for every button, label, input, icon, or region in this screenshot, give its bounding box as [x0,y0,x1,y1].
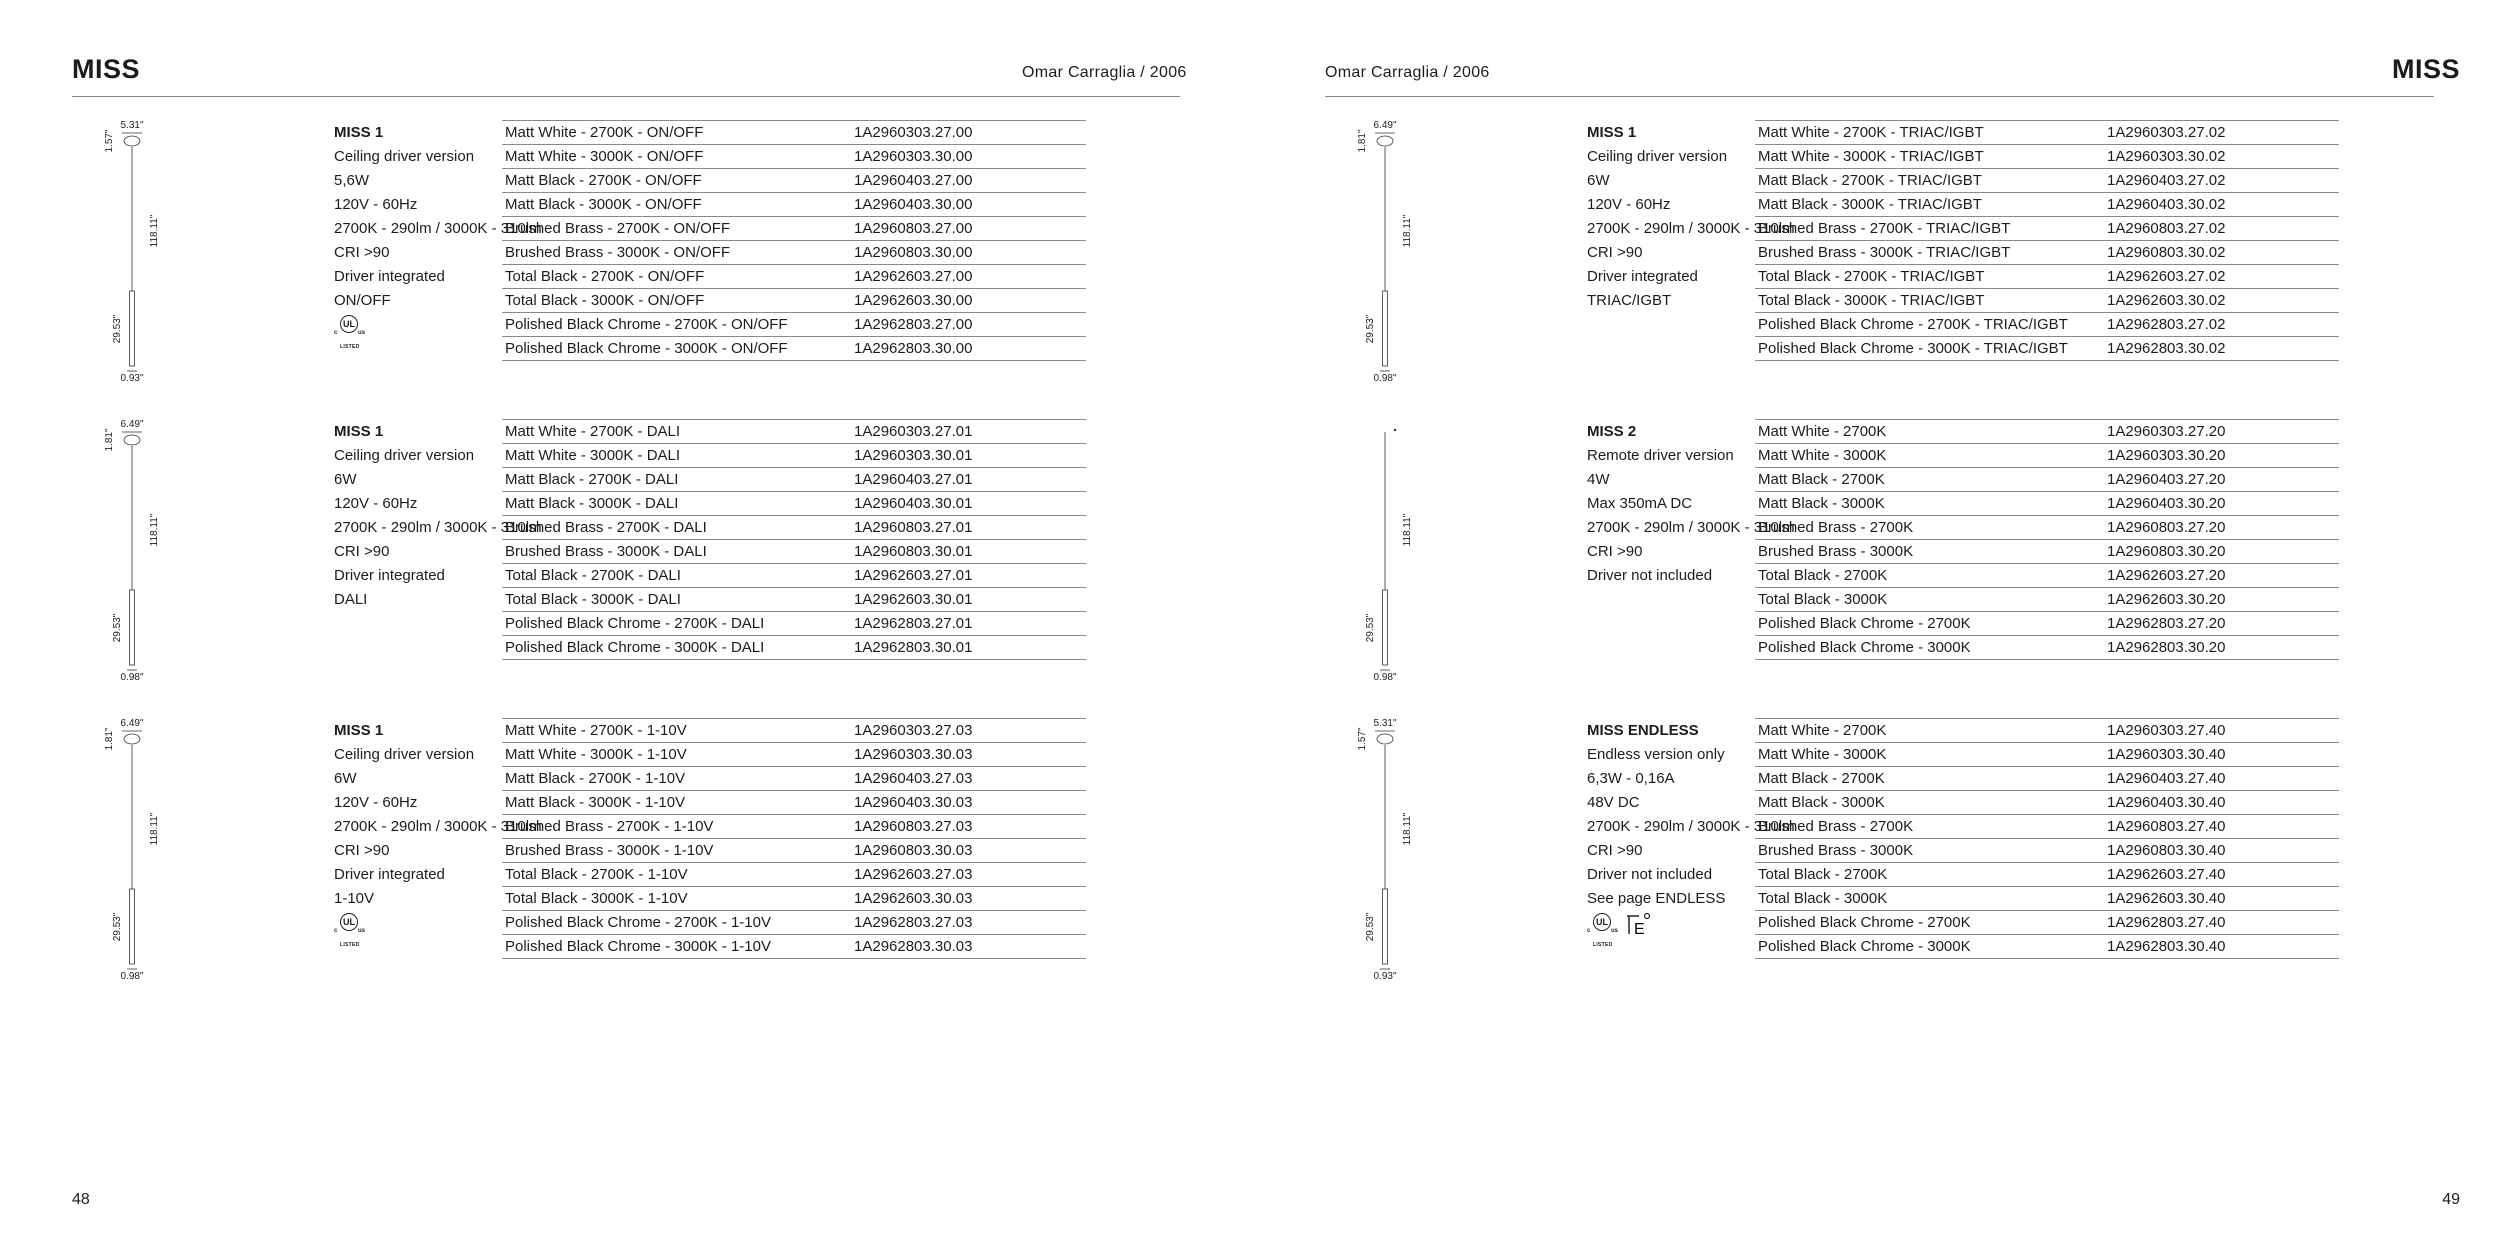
finish-description: Brushed Brass - 2700K [1755,516,2104,540]
spec-line: 6,3W - 0,16A [1587,770,1675,787]
article-code: 1A2960803.27.02 [2104,217,2339,241]
finish-description: Brushed Brass - 3000K - TRIAC/IGBT [1755,241,2104,265]
cable-length-label: 118.11" [1402,513,1413,547]
article-code: 1A2960403.27.02 [2104,169,2339,193]
article-code: 1A2962803.30.01 [851,636,1086,660]
spec-line: 2700K - 290lm / 3000K - 310lm [1587,220,1795,237]
light-body-shape [130,590,135,665]
bottom-width-label: 0.93" [1373,971,1397,979]
finish-description: Matt White - 2700K - TRIAC/IGBT [1755,121,2104,145]
product-codes-table [1755,419,2339,660]
spec-line: 1-10V [334,890,375,907]
article-code: 1A2962803.27.01 [851,612,1086,636]
luminaire-drawing [1325,410,1445,680]
table-row [1755,217,2339,241]
article-code: 1A2960303.30.03 [851,743,1086,767]
table-row [1755,265,2339,289]
finish-description: Matt White - 3000K - ON/OFF [502,145,851,169]
article-code: 1A2962803.27.02 [2104,313,2339,337]
spec-line: 120V - 60Hz [334,495,418,512]
finish-description: Matt Black - 2700K - TRIAC/IGBT [1755,169,2104,193]
body-length-label: 29.53" [112,314,123,344]
article-code: 1A2960803.27.03 [851,815,1086,839]
finish-description: Polished Black Chrome - 3000K - DALI [502,636,851,660]
finish-description: Polished Black Chrome - 2700K - TRIAC/IGBT [1755,313,2104,337]
table-row [502,468,1086,492]
spec-line: Driver integrated [334,866,445,883]
product-codes-table [1755,120,2339,361]
product-block [72,121,1252,381]
spec-line: 4W [1587,471,1610,488]
spec-line: 2700K - 290lm / 3000K - 310lm [334,220,542,237]
finish-description: Matt Black - 3000K [1755,492,2104,516]
canopy-shape [124,136,140,146]
bottom-width-label: 0.98" [120,971,144,979]
finish-description: Matt Black - 2700K - 1-10V [502,767,851,791]
finish-description: Polished Black Chrome - 3000K - TRIAC/IGBT [1755,337,2104,361]
finish-description: Total Black - 2700K [1755,564,2104,588]
svg-text:E: E [1634,921,1645,938]
luminaire-drawing [72,111,192,381]
table-row [502,492,1086,516]
spec-line: 120V - 60Hz [334,794,418,811]
article-code: 1A2962603.30.20 [2104,588,2339,612]
brand-title: MISS [2391,54,2460,84]
finish-description: Total Black - 2700K - ON/OFF [502,265,851,289]
table-row [1755,863,2339,887]
table-row [502,145,1086,169]
finish-description: Matt Black - 2700K - DALI [502,468,851,492]
finish-description: Polished Black Chrome - 3000K [1755,935,2104,959]
article-code: 1A2960403.27.00 [851,169,1086,193]
spec-line: 2700K - 290lm / 3000K - 310lm [1587,519,1795,536]
spec-line: Driver not included [1587,567,1713,584]
product-name: MISS 2 [1587,423,1637,440]
spec-line: 48V DC [1587,794,1640,811]
table-row [1755,193,2339,217]
spec-line: 120V - 60Hz [334,196,418,213]
finish-description: Polished Black Chrome - 3000K - 1-10V [502,935,851,959]
table-row [502,767,1086,791]
finish-description: Brushed Brass - 3000K - ON/OFF [502,241,851,265]
table-row [502,313,1086,337]
table-row [502,815,1086,839]
finish-description: Total Black - 3000K - 1-10V [502,887,851,911]
finish-description: Matt White - 2700K - DALI [502,420,851,444]
right-page [1250,0,2500,1250]
product-name: MISS 1 [334,124,384,141]
body-length-label: 29.53" [1365,314,1376,344]
brand-title: MISS [72,54,141,84]
finish-description: Brushed Brass - 2700K - ON/OFF [502,217,851,241]
spec-line: CRI >90 [1587,543,1643,560]
spec-line: Ceiling driver version [334,746,475,763]
article-code: 1A2962603.27.03 [851,863,1086,887]
article-code: 1A2962803.30.00 [851,337,1086,361]
finish-description: Brushed Brass - 2700K [1755,815,2104,839]
article-code: 1A2960803.30.01 [851,540,1086,564]
article-code: 1A2960403.27.01 [851,468,1086,492]
ie-icon [1625,912,1651,938]
canopy-height-label: 1.57" [104,129,115,153]
table-row [1755,564,2339,588]
article-code: 1A2962603.30.03 [851,887,1086,911]
table-row [1755,145,2339,169]
finish-description: Brushed Brass - 3000K - DALI [502,540,851,564]
light-body-shape [130,291,135,366]
article-code: 1A2960303.30.00 [851,145,1086,169]
finish-description: Polished Black Chrome - 3000K [1755,636,2104,660]
table-row [502,516,1086,540]
ul-listed-icon: c UL us LISTED [334,913,364,937]
finish-description: Total Black - 3000K [1755,887,2104,911]
spec-line: Remote driver version [1587,447,1734,464]
article-code: 1A2960803.30.03 [851,839,1086,863]
product-codes-table [502,718,1086,959]
spec-line: 6W [1587,172,1610,189]
finish-description: Matt Black - 3000K - DALI [502,492,851,516]
finish-description: Total Black - 3000K - DALI [502,588,851,612]
article-code: 1A2960303.27.03 [851,719,1086,743]
article-code: 1A2960303.30.20 [2104,444,2339,468]
spec-line: Driver integrated [1587,268,1698,285]
article-code: 1A2960403.27.40 [2104,767,2339,791]
table-row [502,289,1086,313]
article-code: 1A2960303.27.01 [851,420,1086,444]
bottom-width-label: 0.98" [1373,373,1397,381]
article-code: 1A2960803.30.00 [851,241,1086,265]
table-row [1755,636,2339,660]
cable-length-label: 118.11" [1402,214,1413,248]
product-name: MISS 1 [334,722,384,739]
spec-line: Ceiling driver version [1587,148,1728,165]
spec-line: CRI >90 [334,543,390,560]
canopy-shape [1377,136,1393,146]
product-block [72,420,1252,680]
table-row [1755,743,2339,767]
finish-description: Matt White - 2700K [1755,420,2104,444]
article-code: 1A2960803.30.40 [2104,839,2339,863]
product-name: MISS 1 [334,423,384,440]
table-row [1755,767,2339,791]
spec-line: See page ENDLESS [1587,890,1726,907]
canopy-shape [1377,734,1393,744]
article-code: 1A2960403.30.40 [2104,791,2339,815]
article-code: 1A2962603.27.00 [851,265,1086,289]
cable-anchor-dot [1394,429,1396,431]
table-row [1755,289,2339,313]
finish-description: Polished Black Chrome - 2700K - 1-10V [502,911,851,935]
product-name: MISS 1 [1587,124,1637,141]
table-row [502,169,1086,193]
table-row [1755,719,2339,743]
top-width-label: 6.49" [120,419,144,430]
article-code: 1A2960403.30.03 [851,791,1086,815]
article-code: 1A2962603.27.02 [2104,265,2339,289]
product-codes-table [502,120,1086,361]
finish-description: Brushed Brass - 2700K - 1-10V [502,815,851,839]
body-length-label: 29.53" [1365,912,1376,942]
finish-description: Polished Black Chrome - 2700K - DALI [502,612,851,636]
finish-description: Matt White - 2700K - 1-10V [502,719,851,743]
product-block [72,719,1252,979]
luminaire-drawing [72,709,192,979]
finish-description: Matt Black - 2700K - ON/OFF [502,169,851,193]
finish-description: Matt Black - 2700K [1755,767,2104,791]
article-code: 1A2960403.27.20 [2104,468,2339,492]
ul-listed-icon: c UL us LISTED [1587,913,1617,937]
finish-description: Matt White - 3000K [1755,444,2104,468]
finish-description: Brushed Brass - 2700K - DALI [502,516,851,540]
spec-line: CRI >90 [334,842,390,859]
finish-description: Matt Black - 3000K - ON/OFF [502,193,851,217]
finish-description: Brushed Brass - 3000K [1755,540,2104,564]
cable-length-label: 118.11" [149,812,160,846]
table-row [1755,516,2339,540]
finish-description: Polished Black Chrome - 2700K - ON/OFF [502,313,851,337]
canopy-height-label: 1.81" [104,727,115,751]
luminaire-drawing [1325,111,1445,381]
table-row [502,241,1086,265]
finish-description: Matt White - 3000K [1755,743,2104,767]
spec-line: Max 350mA DC [1587,495,1693,512]
article-code: 1A2960303.30.02 [2104,145,2339,169]
body-length-label: 29.53" [112,912,123,942]
article-code: 1A2960403.30.01 [851,492,1086,516]
finish-description: Matt White - 2700K [1755,719,2104,743]
table-row [1755,468,2339,492]
finish-description: Matt White - 3000K - TRIAC/IGBT [1755,145,2104,169]
article-code: 1A2960803.30.02 [2104,241,2339,265]
table-row [1755,588,2339,612]
article-code: 1A2960403.27.03 [851,767,1086,791]
article-code: 1A2960803.27.01 [851,516,1086,540]
header-divider [1325,96,2434,97]
spec-line: 6W [334,471,357,488]
article-code: 1A2962603.27.40 [2104,863,2339,887]
article-code: 1A2962803.30.20 [2104,636,2339,660]
finish-description: Matt White - 2700K - ON/OFF [502,121,851,145]
canopy-shape [124,734,140,744]
finish-description: Matt Black - 3000K - 1-10V [502,791,851,815]
light-body-shape [1383,291,1388,366]
spec-line: Ceiling driver version [334,447,475,464]
spec-line: DALI [334,591,368,608]
finish-description: Matt White - 3000K - 1-10V [502,743,851,767]
canopy-height-label: 1.57" [1357,727,1368,751]
table-row [1755,313,2339,337]
spec-line: TRIAC/IGBT [1587,292,1672,309]
spec-line: 2700K - 290lm / 3000K - 310lm [1587,818,1795,835]
bottom-width-label: 0.98" [1373,672,1397,680]
finish-description: Brushed Brass - 2700K - TRIAC/IGBT [1755,217,2104,241]
table-row [502,217,1086,241]
table-row [1755,121,2339,145]
canopy-shape [124,435,140,445]
article-code: 1A2960303.27.20 [2104,420,2339,444]
finish-description: Matt Black - 3000K - TRIAC/IGBT [1755,193,2104,217]
spec-line: 5,6W [334,172,370,189]
luminaire-drawing [72,410,192,680]
article-code: 1A2960303.30.01 [851,444,1086,468]
table-row [502,193,1086,217]
table-row [502,121,1086,145]
finish-description: Total Black - 2700K - 1-10V [502,863,851,887]
table-row [502,420,1086,444]
finish-description: Matt Black - 3000K [1755,791,2104,815]
finish-description: Polished Black Chrome - 2700K [1755,612,2104,636]
header-divider [72,96,1180,97]
table-row [502,612,1086,636]
finish-description: Total Black - 2700K - TRIAC/IGBT [1755,265,2104,289]
table-row [1755,169,2339,193]
top-width-label: 5.31" [1373,718,1397,729]
finish-description: Brushed Brass - 3000K [1755,839,2104,863]
table-row [1755,540,2339,564]
spec-line: Driver integrated [334,567,445,584]
article-code: 1A2962603.27.20 [2104,564,2339,588]
spec-line: 6W [334,770,357,787]
spec-line: Driver integrated [334,268,445,285]
canopy-height-label: 1.81" [104,428,115,452]
article-code: 1A2960303.27.40 [2104,719,2339,743]
finish-description: Matt White - 3000K - DALI [502,444,851,468]
article-code: 1A2962603.30.00 [851,289,1086,313]
top-width-label: 5.31" [120,120,144,131]
finish-description: Polished Black Chrome - 3000K - ON/OFF [502,337,851,361]
table-row [1755,791,2339,815]
finish-description: Total Black - 3000K - TRIAC/IGBT [1755,289,2104,313]
finish-description: Polished Black Chrome - 2700K [1755,911,2104,935]
article-code: 1A2960403.30.00 [851,193,1086,217]
table-row [1755,815,2339,839]
cable-length-label: 118.11" [149,214,160,248]
article-code: 1A2962603.27.01 [851,564,1086,588]
table-row [502,636,1086,660]
spec-line: Endless version only [1587,746,1725,763]
table-row [1755,911,2339,935]
table-row [502,719,1086,743]
article-code: 1A2962603.30.40 [2104,887,2339,911]
table-row [502,265,1086,289]
spec-line: 120V - 60Hz [1587,196,1671,213]
spec-line: ON/OFF [334,292,391,309]
table-row [502,588,1086,612]
finish-description: Brushed Brass - 3000K - 1-10V [502,839,851,863]
table-row [502,911,1086,935]
table-row [502,743,1086,767]
table-row [1755,444,2339,468]
cable-length-label: 118.11" [1402,812,1413,846]
article-code: 1A2960303.30.40 [2104,743,2339,767]
table-row [502,564,1086,588]
table-row [1755,241,2339,265]
article-code: 1A2962603.30.01 [851,588,1086,612]
spec-line: 2700K - 290lm / 3000K - 310lm [334,818,542,835]
light-body-shape [1383,889,1388,964]
spec-line: CRI >90 [1587,842,1643,859]
finish-description: Total Black - 3000K [1755,588,2104,612]
article-code: 1A2962803.30.02 [2104,337,2339,361]
body-length-label: 29.53" [112,613,123,643]
spec-line: CRI >90 [1587,244,1643,261]
table-row [502,887,1086,911]
article-code: 1A2960403.30.02 [2104,193,2339,217]
light-body-shape [130,889,135,964]
product-name: MISS ENDLESS [1587,722,1699,739]
product-codes-table [502,419,1086,660]
page-number: 49 [2442,1191,2460,1208]
table-row [502,791,1086,815]
table-row [502,444,1086,468]
body-length-label: 29.53" [1365,613,1376,643]
top-width-label: 6.49" [1373,120,1397,131]
article-code: 1A2960803.27.20 [2104,516,2339,540]
canopy-height-label: 1.81" [1357,129,1368,153]
cable-length-label: 118.11" [149,513,160,547]
spec-line: Ceiling driver version [334,148,475,165]
table-row [502,337,1086,361]
article-code: 1A2960303.27.02 [2104,121,2339,145]
article-code: 1A2960803.27.00 [851,217,1086,241]
article-code: 1A2960403.30.20 [2104,492,2339,516]
light-body-shape [1383,590,1388,665]
table-row [502,935,1086,959]
article-code: 1A2962603.30.02 [2104,289,2339,313]
product-codes-table [1755,718,2339,959]
article-code: 1A2960803.27.40 [2104,815,2339,839]
finish-description: Total Black - 2700K [1755,863,2104,887]
article-code: 1A2962803.27.40 [2104,911,2339,935]
bottom-width-label: 0.93" [120,373,144,381]
article-code: 1A2962803.27.03 [851,911,1086,935]
table-row [502,839,1086,863]
article-code: 1A2962803.27.00 [851,313,1086,337]
spec-line: 2700K - 290lm / 3000K - 310lm [334,519,542,536]
article-code: 1A2960803.30.20 [2104,540,2339,564]
luminaire-drawing [1325,709,1445,979]
table-row [1755,887,2339,911]
designer-credit: Omar Carraglia / 2006 [1022,64,1187,81]
finish-description: Matt Black - 2700K [1755,468,2104,492]
finish-description: Total Black - 2700K - DALI [502,564,851,588]
designer-credit: Omar Carraglia / 2006 [1325,64,1490,81]
article-code: 1A2962803.30.03 [851,935,1086,959]
bottom-width-label: 0.98" [120,672,144,680]
article-code: 1A2960303.27.00 [851,121,1086,145]
page-number: 48 [72,1191,90,1208]
table-row [1755,337,2339,361]
spec-line: Driver not included [1587,866,1713,883]
product-block [1325,420,2500,680]
article-code: 1A2962803.30.40 [2104,935,2339,959]
product-block [1325,719,2500,979]
table-row [502,863,1086,887]
finish-description: Total Black - 3000K - ON/OFF [502,289,851,313]
ul-listed-icon: c UL us LISTED [334,315,364,339]
table-row [1755,839,2339,863]
article-code: 1A2962803.27.20 [2104,612,2339,636]
table-row [502,540,1086,564]
table-row [1755,935,2339,959]
table-row [1755,420,2339,444]
spec-line: CRI >90 [334,244,390,261]
product-block [1325,121,2500,381]
table-row [1755,492,2339,516]
top-width-label: 6.49" [120,718,144,729]
table-row [1755,612,2339,636]
